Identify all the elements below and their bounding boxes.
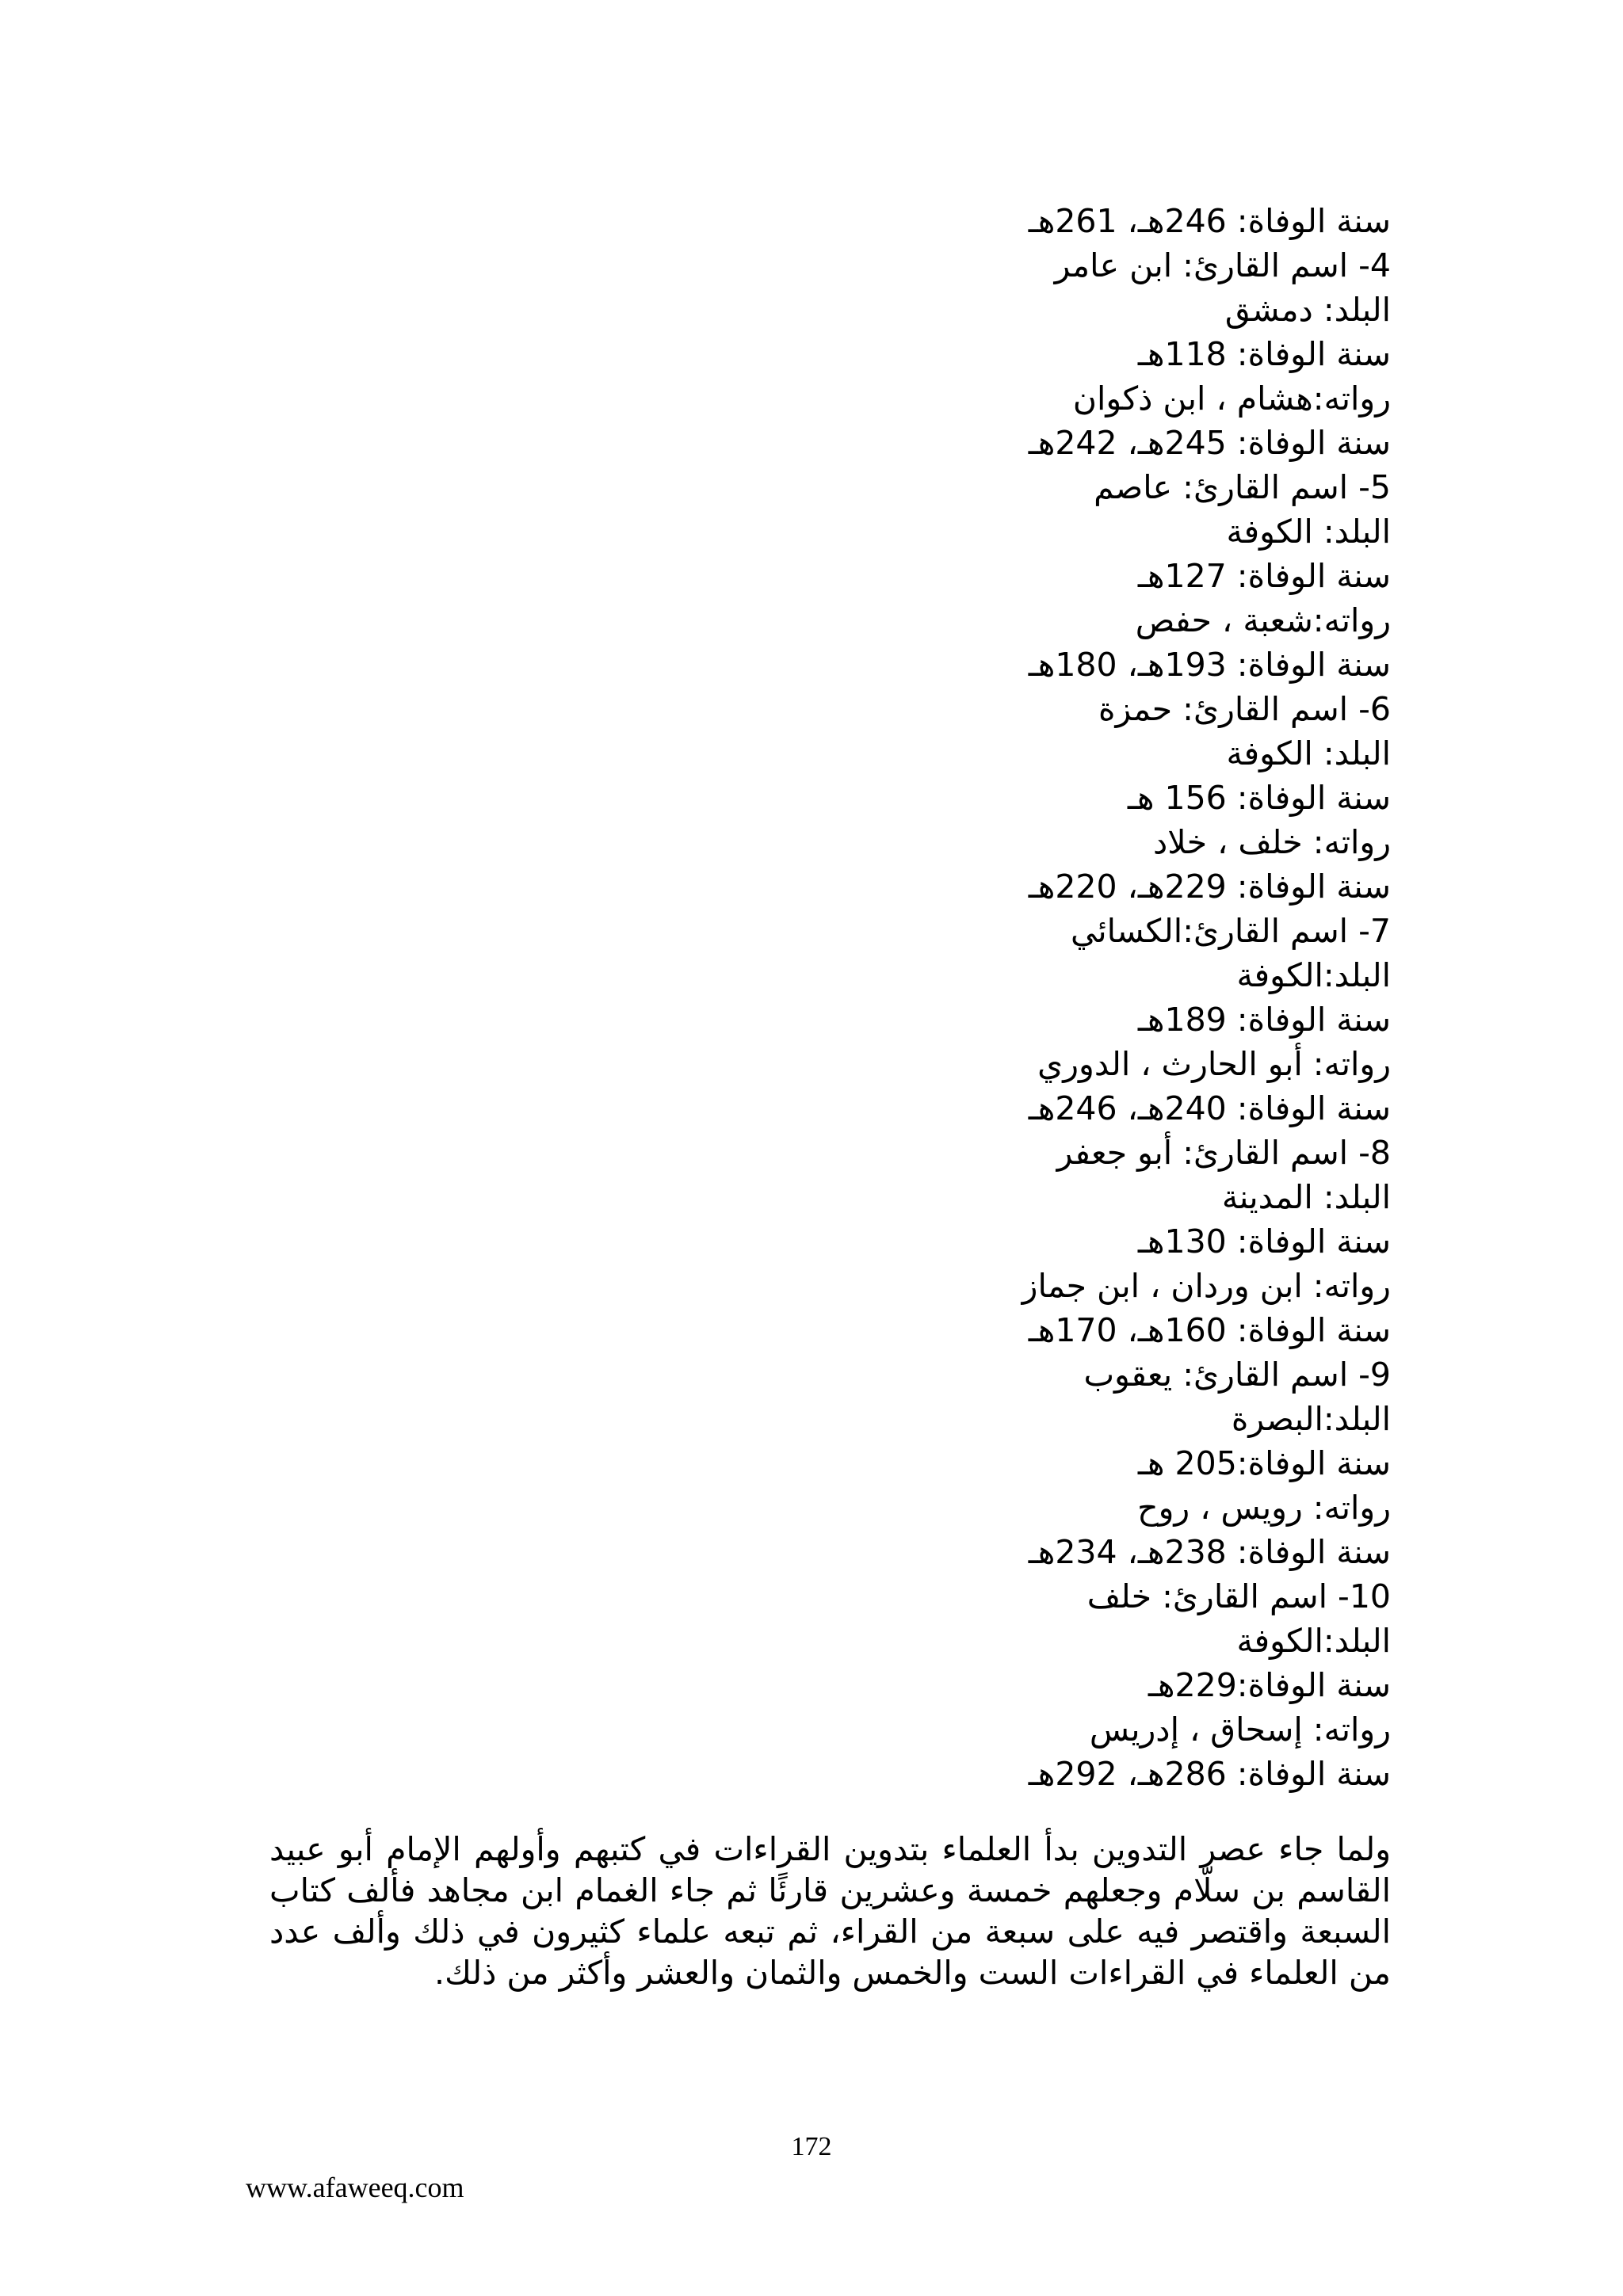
list-line: سنة الوفاة: 238هـ، 234هـ: [1028, 1533, 1391, 1571]
list-line: سنة الوفاة: 240هـ، 246هـ: [1028, 1089, 1391, 1127]
list-line: رواته: رويس ، روح: [1137, 1489, 1391, 1527]
list-line: البلد:البصرة: [1231, 1400, 1391, 1438]
list-line: رواته:هشام ، ابن ذكوان: [1072, 379, 1391, 418]
list-line: 4- اسم القارئ: ابن عامر: [1054, 246, 1391, 284]
list-line: 6- اسم القارئ: حمزة: [1098, 690, 1391, 728]
list-line: سنة الوفاة: 246هـ، 261هـ: [1028, 202, 1391, 240]
list-line: البلد: المدينة: [1221, 1178, 1391, 1216]
list-line: سنة الوفاة: 229هـ، 220هـ: [1028, 868, 1391, 906]
list-line: رواته: أبو الحارث ، الدوري: [1037, 1045, 1391, 1083]
list-line: سنة الوفاة: 193هـ، 180هـ: [1028, 646, 1391, 684]
list-line: 7- اسم القارئ:الكسائي: [1071, 912, 1391, 950]
list-line: سنة الوفاة: 245هـ، 242هـ: [1028, 424, 1391, 462]
readers-list: [1022, 199, 1391, 1796]
list-line: 10- اسم القارئ: خلف: [1086, 1577, 1391, 1615]
list-line: سنة الوفاة: 156 هـ: [1127, 779, 1391, 817]
list-line: سنة الوفاة: 130هـ: [1137, 1222, 1391, 1261]
list-line: 5- اسم القارئ: عاصم: [1094, 468, 1391, 506]
list-line: رواته: إسحاق ، إدريس: [1089, 1711, 1391, 1749]
list-line: 8- اسم القارئ: أبو جعفر: [1056, 1134, 1391, 1172]
list-line: سنة الوفاة: 286هـ، 292هـ: [1028, 1755, 1391, 1793]
list-line: رواته:شعبة ، حفص: [1135, 601, 1391, 639]
list-line: رواته: خلف ، خلاد: [1153, 823, 1391, 861]
list-line: 9- اسم القارئ: يعقوب: [1083, 1356, 1391, 1394]
list-line: سنة الوفاة:205 هـ: [1137, 1444, 1391, 1482]
list-line: سنة الوفاة:229هـ: [1148, 1666, 1391, 1704]
list-line: رواته: ابن وردان ، ابن جماز: [1022, 1267, 1391, 1305]
list-line: البلد:الكوفة: [1236, 1622, 1391, 1660]
list-line: البلد: دمشق: [1224, 291, 1391, 329]
list-line: سنة الوفاة: 189هـ: [1137, 1001, 1391, 1039]
list-line: سنة الوفاة: 127هـ: [1137, 557, 1391, 595]
list-line: البلد: الكوفة: [1226, 734, 1391, 772]
website-url: www.afaweeq.com: [246, 2172, 464, 2203]
list-line: البلد: الكوفة: [1226, 513, 1391, 551]
list-line: سنة الوفاة: 160هـ، 170هـ: [1028, 1311, 1391, 1349]
closing-paragraph: ولما جاء عصر التدوين بدأ العلماء بتدوين القراءات في كتبهم وأولهم الإمام أبو عبيد القاسم بن سلّام وجعلهم خمسة وعشرين قارئًا ثم جاء الغمام ابن مجاهد فألف كتاب السبعة واقتصر فيه على سبعة من القراء، ثم تبعه علماء كثيرون في ذلك وألف عدد من العلماء في القراءات الست والخمس والثمان والعشر وأكثر من ذلك.: [269, 1830, 1391, 1992]
list-line: البلد:الكوفة: [1236, 956, 1391, 994]
page-number: 172: [791, 2132, 832, 2161]
list-line: سنة الوفاة: 118هـ: [1137, 335, 1391, 373]
